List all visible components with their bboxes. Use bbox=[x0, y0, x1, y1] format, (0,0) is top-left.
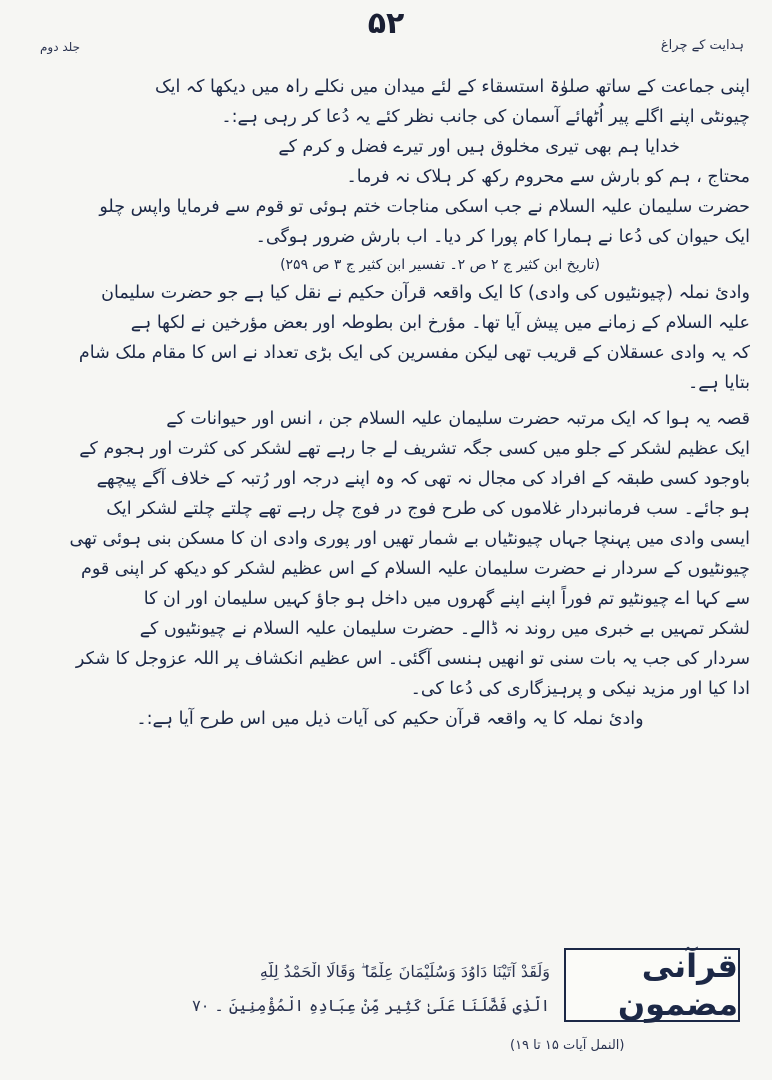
text-line: باوجود کسی طبقہ کے افراد کی مجال نہ تھی کہ وہ اپنے درجہ اور رُتبہ کے خلاف آگے پیچھے bbox=[96, 469, 750, 489]
page-number: ۵۲ bbox=[367, 6, 405, 41]
text-line: بتایا ہے۔ bbox=[687, 373, 750, 393]
verse-reference: (النمل آیات ۱۵ تا ۱۹) bbox=[510, 1038, 625, 1053]
text-line: ایسی وادی میں پہنچا جہاں چیونٹیاں بے شمار تھیں اور پوری وادی ان کا مسکن بنی ہوئی تھی bbox=[69, 529, 750, 549]
text-line: ہو جائے۔ سب فرمانبردار غلاموں کی طرح فوج در فوج چل رہے تھے چلتے چلتے لشکر ایک bbox=[106, 499, 750, 519]
text-line: قصہ یہ ہوا کہ ایک مرتبہ حضرت سلیمان علیہ السلام جن ، انس اور حیوانات کے bbox=[166, 409, 750, 429]
text-line: وادیٔ نملہ کا یہ واقعہ قرآن حکیم کی آیات ذیل میں اس طرح آیا ہے:۔ bbox=[136, 709, 644, 729]
citation: (تاریخ ابن کثیر ج ۲ ص ۲۔ تفسیر ابن کثیر ج ۳ ص ۲۵۹) bbox=[280, 257, 600, 273]
text-line: چیونٹی اپنے اگلے پیر اُٹھائے آسمان کی جانب نظر کئے یہ دُعا کر رہی ہے:۔ bbox=[221, 107, 750, 127]
volume-label: جلد دوم bbox=[40, 40, 81, 54]
quran-heading-box bbox=[564, 948, 740, 1022]
text-line: چیونٹیوں کے سردار نے حضرت سلیمان علیہ السلام کے اس عظیم لشکر کو دیکھ کر اپنی قوم bbox=[81, 559, 750, 579]
prayer-line: محتاج ، ہم کو بارش سے محروم رکھ کر ہلاک نہ فرما۔ bbox=[346, 167, 750, 187]
text-line: کہ یہ وادی عسقلان کے قریب تھی لیکن مفسرین کی ایک بڑی تعداد نے اس کا مقام ملک شام bbox=[78, 343, 750, 363]
verse-line: الَّذِي فَضَّلَنَا عَلَىٰ كَثِيرٍ مِّنْ عِبَادِهِ الْمُؤْمِنِينَ ۔ ٧٠ bbox=[192, 996, 550, 1015]
verse-line: وَلَقَدْ آتَيْنَا دَاوُدَ وَسُلَيْمَانَ عِلْمًا ۖ وَقَالَا الْحَمْدُ لِلَّهِ bbox=[259, 962, 550, 981]
prayer-line: خدایا ہم بھی تیری مخلوق ہیں اور تیرے فضل و کرم کے bbox=[278, 137, 680, 157]
text-line: حضرت سلیمان علیہ السلام نے جب اسکی مناجات ختم ہوئی تو قوم سے فرمایا واپس چلو bbox=[99, 197, 750, 217]
quran-section bbox=[40, 948, 740, 1066]
text-line: سردار کی جب یہ بات سنی تو انھیں ہنسی آگئی۔ اس عظیم انکشاف پر اللہ عزوجل کا شکر bbox=[75, 649, 750, 669]
running-header: ہدایت کے چراغ bbox=[660, 38, 744, 53]
text-line: ایک عظیم لشکر کے جلو میں کسی جگہ تشریف لے جا رہے تھے لشکر کی کثرت اور ہجوم کے bbox=[79, 439, 750, 459]
text-line: سے کہا اے چیونٹیو تم فوراً اپنے اپنے گھروں میں داخل ہو جاؤ کہیں سلیمان اور ان کا bbox=[143, 589, 750, 609]
body-text bbox=[30, 72, 750, 734]
text-line: وادیٔ نملہ (چیونٹیوں کی وادی) کا ایک واقعہ قرآن حکیم نے نقل کیا ہے جو حضرت سلیمان bbox=[101, 283, 750, 303]
text-line: ایک حیوان کی دُعا نے ہمارا کام پورا کر دیا۔ اب بارش ضرور ہوگی۔ bbox=[255, 227, 750, 247]
text-line: لشکر تمہیں بے خبری میں روند نہ ڈالے۔ حضرت سلیمان علیہ السلام نے چیونٹیوں کے bbox=[139, 619, 750, 639]
quran-heading: قرآنی مضمون bbox=[617, 947, 738, 1023]
text-line: ادا کیا اور مزید نیکی و پرہیزگاری کی دُعا کی۔ bbox=[410, 679, 750, 699]
text-line: اپنی جماعت کے ساتھ صلوٰۃ استسقاء کے لئے میدان میں نکلے راہ میں دیکھا کہ ایک bbox=[154, 77, 750, 97]
text-line: علیہ السلام کے زمانے میں پیش آیا تھا۔ مؤرخ ابن بطوطہ اور بعض مؤرخین نے لکھا ہے bbox=[130, 313, 750, 333]
